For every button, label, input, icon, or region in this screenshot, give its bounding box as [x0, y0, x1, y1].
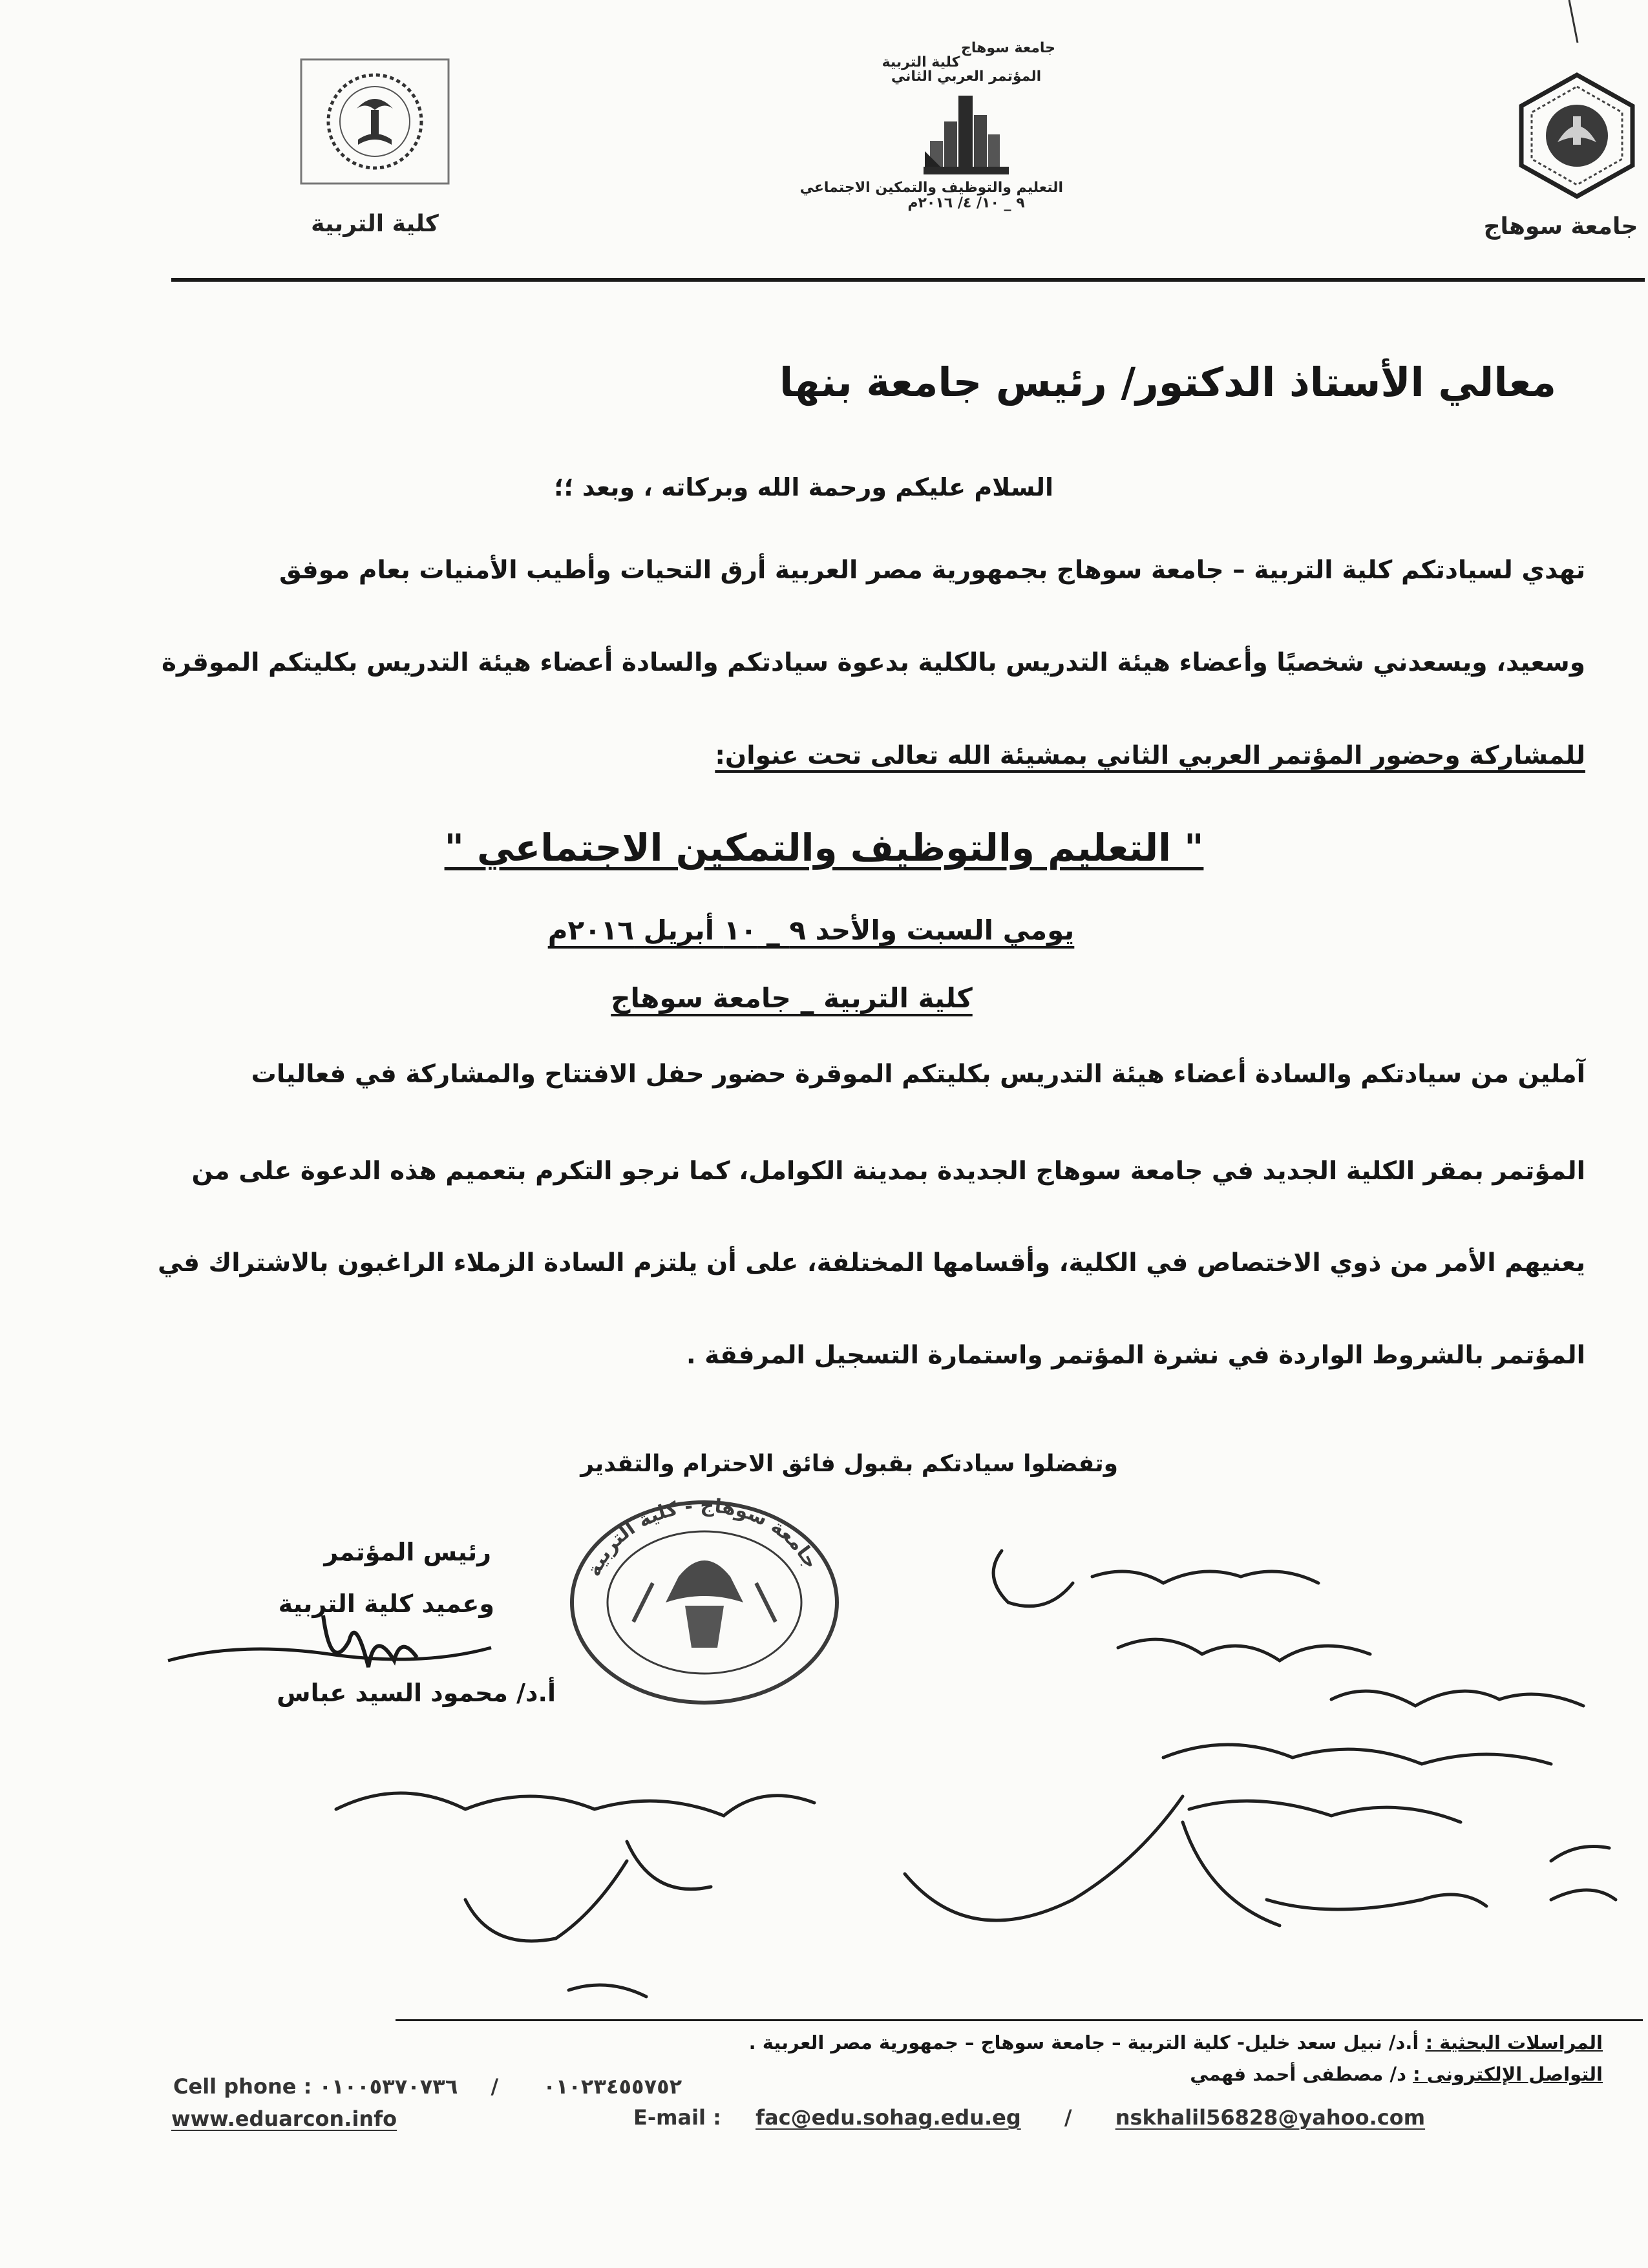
email-prefix: E-mail :	[633, 2105, 721, 2130]
body-line-2: المؤتمر بمقر الكلية الجديد في جامعة سوهاج الجديدة بمدينة الكوامل، كما نرجو التكرم بتعميم هذه الدعوة على من	[191, 1157, 1585, 1186]
greeting: السلام عليكم ورحمة الله وبركاته ، وبعد ؛؛	[554, 473, 1053, 501]
conference-title: " التعليم والتوظيف والتمكين الاجتماعي "	[444, 826, 1204, 870]
intro-line-3: للمشاركة وحضور المؤتمر العربي الثاني بمشيئة الله تعالى تحت عنوان:	[715, 741, 1585, 770]
phone-separator: /	[491, 2074, 499, 2099]
conference-logo	[799, 40, 1063, 215]
body-line-1: آملين من سيادتكم والسادة أعضاء هيئة التدريس بكليتكم الموقرة حضور حفل الافتتاح والمشاركة في فعاليات	[251, 1060, 1585, 1089]
signatory-name: أ.د/ محمود السيد عباس	[277, 1679, 556, 1707]
handwriting-icon	[323, 1538, 1622, 2042]
body-line-3: يعنيهم الأمر من ذوي الاختصاص في الكلية، وأقسامها المختلفة، على أن يلتزم السادة الزملاء الراغبون بالاشتراك في	[157, 1248, 1585, 1277]
conference-building-icon	[921, 89, 1011, 180]
email-1-link[interactable]: fac@edu.sohag.edu.eg	[755, 2105, 1021, 2130]
conference-venue: كلية التربية _ جامعة سوهاج	[611, 982, 973, 1014]
research-correspondence	[749, 2032, 1603, 2053]
email-separator: /	[1064, 2105, 1072, 2130]
university-emblem-icon	[1512, 71, 1642, 200]
intro-line-2: وسعيد، ويسعدني شخصيًا وأعضاء هيئة التدريس بالكلية بدعوة سيادتكم والسادة أعضاء هيئة التدريس بكليتكم الموقرة	[162, 648, 1585, 677]
conference-logo-university: جامعة سوهاج	[961, 40, 1055, 56]
electronic-contact	[1190, 2063, 1603, 2085]
cell-phone-label: Cell phone :	[173, 2074, 312, 2099]
conference-dates: يومي السبت والأحد ٩ _ ١٠ أبريل ٢٠١٦م	[547, 914, 1075, 946]
signatory-role: وعميد كلية التربية	[278, 1590, 494, 1618]
footer-divider	[396, 2019, 1643, 2021]
research-label: المراسلات البحثية :	[1425, 2032, 1603, 2053]
faculty-logo-caption: كلية التربية	[311, 211, 439, 237]
conference-logo-dates: ٩ _ ١٠/ ٤/ ٢٠١٦م	[907, 195, 1025, 211]
faculty-emblem-icon	[299, 57, 451, 186]
faculty-logo	[299, 57, 451, 186]
cell-phone-1[interactable]: ٠١٠٢٣٤٥٥٧٥٢	[543, 2074, 682, 2099]
signatory-title: رئيس المؤتمر	[324, 1538, 491, 1566]
email-line	[633, 2105, 1425, 2130]
pen-mark	[1567, 0, 1580, 45]
cell-phone-2[interactable]: ٠١٠٠٥٣٧٠٧٣٦	[319, 2074, 458, 2099]
stamp-ring-text: جامعة سوهاج - كلية التربية	[582, 1494, 823, 1580]
email-2-link[interactable]: nskhalil56828@yahoo.com	[1115, 2105, 1426, 2130]
electronic-contact-name: د/ مصطفى أحمد فهمي	[1190, 2063, 1406, 2085]
conference-logo-title: المؤتمر العربي الثاني	[891, 68, 1042, 85]
body-line-4: المؤتمر بالشروط الواردة في نشرة المؤتمر واستمارة التسجيل المرفقة .	[686, 1341, 1585, 1370]
electronic-contact-label: التواصل الإلكترونى :	[1413, 2063, 1603, 2085]
intro-line-1: تهدي لسيادتكم كلية التربية – جامعة سوهاج بجمهورية مصر العربية أرق التحيات وأطيب الأمنيات بعام موفق	[279, 556, 1585, 585]
closing: وتفضلوا سيادتكم بقبول فائق الاحترام والتقدير	[580, 1451, 1118, 1477]
university-logo	[1512, 71, 1642, 200]
handwritten-notes	[323, 1538, 1622, 2042]
header-divider	[171, 278, 1645, 282]
university-logo-caption: جامعة سوهاج	[1483, 213, 1638, 240]
conference-logo-faculty: كلية التربية	[882, 54, 960, 70]
conference-logo-theme: التعليم والتوظيف والتمكين الاجتماعي	[799, 180, 1063, 196]
website-link[interactable]: www.eduarcon.info	[171, 2106, 397, 2131]
research-text: أ.د/ نبيل سعد خليل- كلية التربية – جامعة سوهاج – جمهورية مصر العربية .	[748, 2032, 1419, 2053]
cell-phone-line	[173, 2074, 682, 2099]
addressee: معالي الأستاذ الدكتور/ رئيس جامعة بنها	[779, 359, 1556, 406]
